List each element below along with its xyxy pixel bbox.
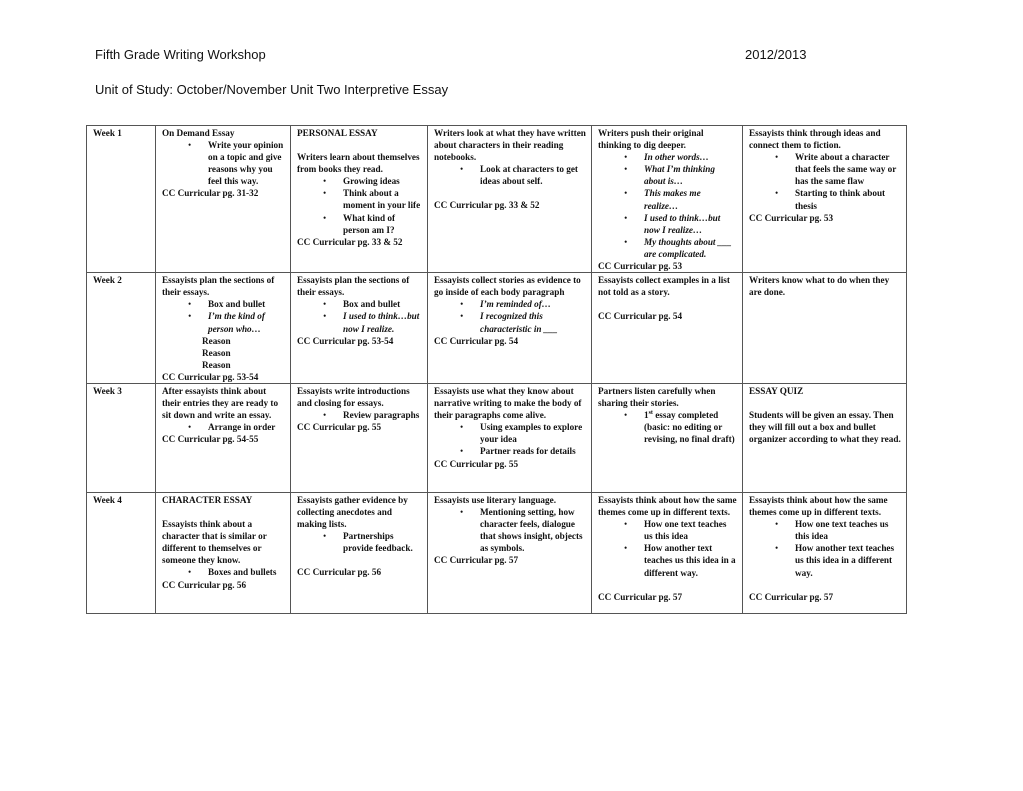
bullet-text: My thoughts about ___ are complicated. bbox=[644, 236, 732, 259]
cell-text: CC Curricular pg. 54 bbox=[434, 335, 519, 346]
bullet-text: Review paragraphs bbox=[343, 410, 420, 421]
bullet-text: I recognized this characteristic in ___ bbox=[480, 311, 558, 334]
bullet-text: How another text teaches us this idea in a different way. bbox=[795, 543, 895, 578]
cell-text: Writers push their original thinking to dig deeper. bbox=[598, 128, 704, 151]
cell-text: Essayists think about a character that is similar or different to themselves or someone they know. bbox=[162, 519, 267, 566]
spacer bbox=[162, 506, 285, 518]
bullet-item bbox=[343, 530, 422, 554]
lesson-cell bbox=[291, 492, 428, 613]
bullet-list bbox=[297, 298, 422, 334]
cell-text: Essayists plan the sections of their essays. bbox=[297, 275, 410, 298]
bullet-text: Using examples to explore your idea bbox=[480, 422, 583, 445]
bullet-list bbox=[434, 163, 586, 187]
bullet-text: Write about a character that feels the same way or has the same flaw bbox=[795, 152, 897, 187]
bullet-text: How one text teaches us this idea bbox=[795, 519, 889, 542]
spacer bbox=[297, 139, 422, 151]
bullet-text: Mentioning setting, how character feels, dialogue that shows insight, objects as symbols. bbox=[480, 507, 583, 554]
bullet-text: Think about a moment in your life bbox=[343, 188, 421, 211]
document-title: Fifth Grade Writing Workshop bbox=[95, 47, 266, 62]
bullet-list bbox=[297, 409, 422, 421]
bullet-text: What kind of person am I? bbox=[343, 212, 396, 235]
bullet-list bbox=[162, 298, 285, 334]
bullet-item bbox=[644, 236, 737, 260]
week-row bbox=[87, 492, 907, 613]
bullet-list bbox=[434, 421, 586, 457]
bullet-item bbox=[208, 298, 285, 310]
cell-text: Writers look at what they have written about characters in their reading notebooks. bbox=[434, 128, 586, 163]
unit-title: Unit of Study: October/November Unit Two Interpretive Essay bbox=[95, 82, 449, 97]
cell-text: CC Curricular pg. 53-54 bbox=[297, 335, 394, 346]
spacer bbox=[749, 397, 901, 409]
bullet-text: Box and bullet bbox=[343, 299, 401, 310]
cell-text: CC Curricular pg. 54-55 bbox=[162, 434, 259, 445]
bullet-item bbox=[795, 187, 901, 211]
cell-text: Essayists use what they know about narrative writing to make the body of their paragraphs come alive. bbox=[434, 385, 582, 421]
bullet-text: I’m reminded of… bbox=[480, 299, 551, 310]
cell-text: CC Curricular pg. 57 bbox=[749, 591, 834, 602]
bullet-text: Partnerships provide feedback. bbox=[343, 531, 413, 554]
bullet-item bbox=[644, 212, 737, 236]
bullet-list bbox=[598, 409, 737, 445]
cell-text: CC Curricular pg. 31-32 bbox=[162, 188, 259, 199]
spacer bbox=[749, 579, 901, 591]
cell-text: On Demand Essay bbox=[162, 128, 235, 138]
lesson-cell bbox=[592, 383, 743, 492]
bullet-list bbox=[434, 298, 586, 334]
bullet-text: I’m the kind of person who… bbox=[208, 311, 265, 334]
cell-text: PERSONAL ESSAY bbox=[297, 128, 378, 138]
bullet-item bbox=[343, 212, 422, 236]
sub-line: Reason bbox=[202, 359, 231, 370]
ordinal-suffix: st bbox=[648, 410, 653, 417]
sub-line: Reason bbox=[202, 347, 231, 358]
bullet-list bbox=[434, 506, 586, 554]
cell-text: Writers know what to do when they are done. bbox=[749, 275, 890, 298]
bullet-text: Starting to think about thesis bbox=[795, 188, 886, 211]
bullet-text: I used to think…but now I realize. bbox=[343, 311, 420, 334]
lesson-cell bbox=[156, 383, 291, 492]
bullet-item bbox=[795, 542, 901, 578]
bullet-text: In other words… bbox=[644, 152, 709, 163]
bullet-text: I used to think…but now I realize… bbox=[644, 212, 721, 235]
bullet-item bbox=[480, 310, 586, 334]
bullet-list bbox=[162, 566, 285, 578]
week-row bbox=[87, 383, 907, 492]
bullet-item bbox=[644, 187, 737, 211]
bullet-list bbox=[297, 175, 422, 235]
bullet-item bbox=[644, 542, 737, 578]
cell-text: Essayists think about how the same themes come up in different texts. bbox=[598, 494, 737, 518]
lesson-cell bbox=[743, 492, 907, 613]
lesson-cell bbox=[156, 273, 291, 384]
bullet-item bbox=[480, 445, 586, 457]
bullet-text: Boxes and bullets bbox=[208, 567, 277, 578]
bullet-item bbox=[644, 409, 737, 445]
lesson-cell bbox=[592, 492, 743, 613]
cell-text: Essayists collect examples in a list not told as a story. bbox=[598, 275, 730, 298]
cell-text: Students will be given an essay. Then they will fill out a box and bullet organizer according to what they read. bbox=[749, 410, 901, 445]
cell-text: CC Curricular pg. 33 & 52 bbox=[434, 200, 540, 211]
cell-text: Essayists use literary language. bbox=[434, 494, 556, 505]
bullet-text: This makes me realize… bbox=[644, 188, 701, 211]
spacer bbox=[434, 187, 586, 199]
lesson-cell bbox=[743, 383, 907, 492]
lesson-cell bbox=[428, 273, 592, 384]
bullet-list bbox=[162, 139, 285, 187]
bullet-text: Arrange in order bbox=[208, 422, 276, 433]
cell-text: Essayists think about how the same themes come up in different texts. bbox=[749, 494, 888, 518]
bullet-list bbox=[297, 530, 422, 554]
cell-text: CC Curricular pg. 57 bbox=[598, 591, 683, 602]
lesson-cell bbox=[291, 383, 428, 492]
bullet-item bbox=[644, 151, 737, 163]
spacer bbox=[297, 554, 422, 566]
lesson-cell bbox=[743, 273, 907, 384]
bullet-item bbox=[343, 310, 422, 334]
bullet-text: Box and bullet bbox=[208, 299, 266, 310]
bullet-text: essay completed (basic: no editing or revising, no final draft) bbox=[644, 410, 735, 445]
bullet-text: Look at characters to get ideas about self. bbox=[480, 164, 578, 187]
bullet-item bbox=[480, 421, 586, 445]
week-row bbox=[87, 273, 907, 384]
week-label: Week 4 bbox=[87, 492, 156, 613]
lesson-cell bbox=[156, 126, 291, 273]
cell-text: CC Curricular pg. 55 bbox=[297, 422, 382, 433]
bullet-list bbox=[749, 151, 901, 211]
school-year: 2012/2013 bbox=[745, 47, 807, 62]
cell-text: CC Curricular pg. 56 bbox=[162, 579, 247, 590]
bullet-list bbox=[598, 151, 737, 260]
cell-text: CC Curricular pg. 54 bbox=[598, 311, 683, 322]
cell-text: CC Curricular pg. 33 & 52 bbox=[297, 236, 403, 247]
lesson-cell bbox=[743, 126, 907, 273]
cell-text: CHARACTER ESSAY bbox=[162, 494, 253, 505]
week-row bbox=[87, 126, 907, 273]
lesson-cell bbox=[428, 492, 592, 613]
bullet-text: How another text teaches us this idea in a different way. bbox=[644, 543, 736, 578]
week-label: Week 3 bbox=[87, 383, 156, 492]
sub-line: Reason bbox=[202, 335, 231, 346]
bullet-text: What I’m thinking about is… bbox=[644, 164, 715, 187]
bullet-item bbox=[343, 298, 422, 310]
lesson-cell bbox=[428, 126, 592, 273]
bullet-item bbox=[208, 566, 285, 578]
bullet-item bbox=[480, 506, 586, 554]
bullet-item bbox=[343, 409, 422, 421]
cell-text: Essayists collect stories as evidence to go inside of each body paragraph bbox=[434, 275, 581, 298]
lesson-cell bbox=[291, 126, 428, 273]
bullet-item bbox=[343, 187, 422, 211]
cell-text: Essayists gather evidence by collecting anecdotes and making lists. bbox=[297, 494, 408, 530]
bullet-item bbox=[343, 175, 422, 187]
cell-text: CC Curricular pg. 53 bbox=[749, 212, 834, 223]
bullet-item bbox=[208, 310, 285, 334]
cell-text: Partners listen carefully when sharing their stories. bbox=[598, 385, 716, 409]
bullet-item bbox=[208, 139, 285, 187]
cell-text: CC Curricular pg. 53-54 bbox=[162, 371, 259, 382]
cell-text: CC Curricular pg. 55 bbox=[434, 458, 519, 469]
cell-text: CC Curricular pg. 57 bbox=[434, 555, 519, 566]
cell-text: Writers learn about themselves from books they read. bbox=[297, 152, 420, 175]
cell-text: After essayists think about their entries they are ready to sit down and write an essay. bbox=[162, 385, 279, 421]
spacer bbox=[598, 298, 737, 310]
bullet-item bbox=[644, 163, 737, 187]
lesson-cell bbox=[156, 492, 291, 613]
week-label: Week 1 bbox=[87, 126, 156, 273]
week-label: Week 2 bbox=[87, 273, 156, 384]
cell-text: CC Curricular pg. 56 bbox=[297, 567, 382, 578]
lesson-cell bbox=[291, 273, 428, 384]
cell-text: Essayists write introductions and closing for essays. bbox=[297, 385, 410, 409]
bullet-item bbox=[795, 518, 901, 542]
bullet-item bbox=[208, 421, 285, 433]
bullet-text: How one text teaches us this idea bbox=[644, 519, 727, 542]
bullet-item bbox=[795, 151, 901, 187]
cell-text: ESSAY QUIZ bbox=[749, 385, 804, 396]
lesson-cell bbox=[592, 126, 743, 273]
cell-text: Essayists think through ideas and connect them to fiction. bbox=[749, 128, 881, 151]
cell-text: Essayists plan the sections of their essays. bbox=[162, 275, 275, 298]
cell-text: CC Curricular pg. 53 bbox=[598, 261, 683, 272]
bullet-item bbox=[644, 518, 737, 542]
lesson-cell bbox=[592, 273, 743, 384]
bullet-list bbox=[162, 421, 285, 433]
lesson-cell bbox=[428, 383, 592, 492]
ordinal-number: 1 bbox=[644, 410, 649, 421]
bullet-text: Write your opinion on a topic and give reasons why you feel this way. bbox=[208, 140, 284, 187]
bullet-text: Partner reads for details bbox=[480, 446, 576, 457]
curriculum-table bbox=[86, 125, 907, 614]
bullet-item bbox=[480, 298, 586, 310]
bullet-text: Growing ideas bbox=[343, 176, 400, 187]
bullet-item bbox=[480, 163, 586, 187]
bullet-list bbox=[749, 518, 901, 578]
bullet-list bbox=[598, 518, 737, 578]
spacer bbox=[598, 579, 737, 591]
